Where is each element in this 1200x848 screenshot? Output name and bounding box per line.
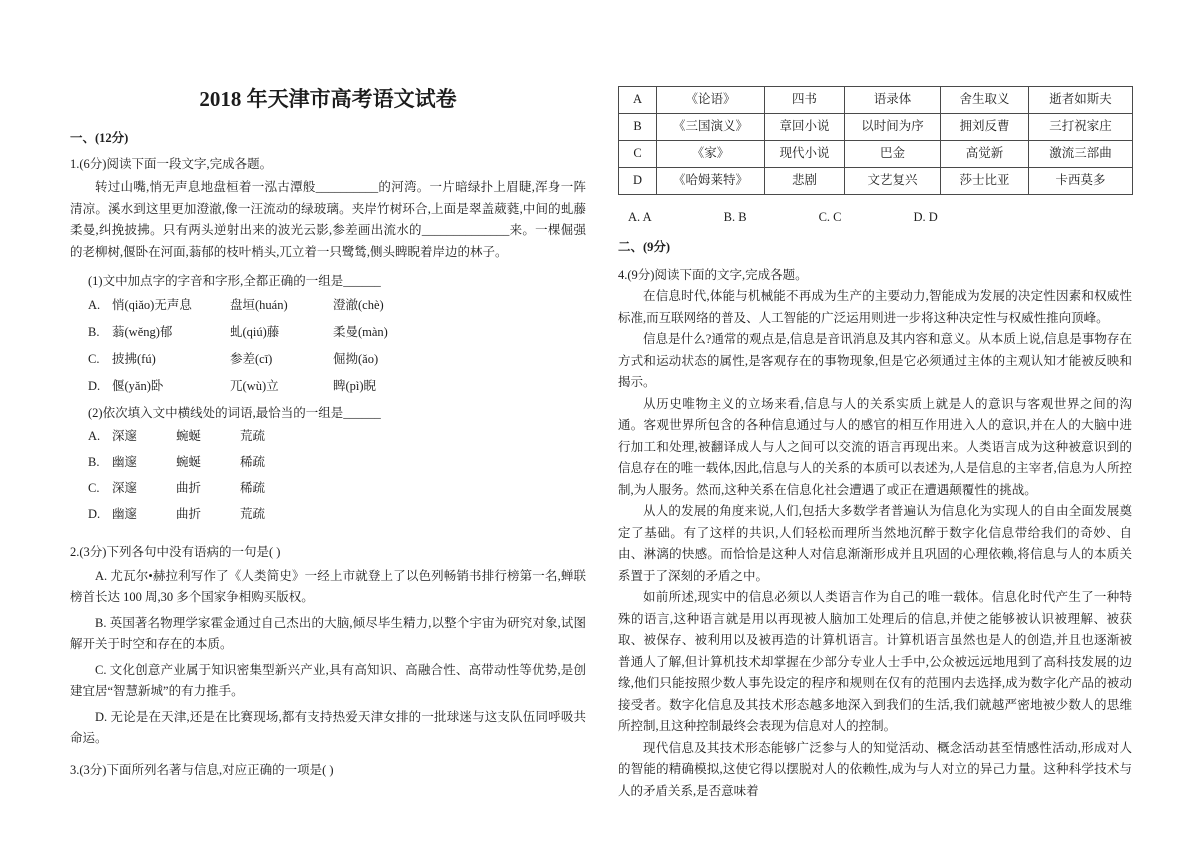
table-cell: 语录体 <box>845 87 941 114</box>
q1-sub1 <box>70 271 586 401</box>
table-cell: 舍生取义 <box>941 87 1029 114</box>
q2-option-a: A. 尤瓦尔•赫拉利写作了《人类简史》一经上市就登上了以色列畅销书排行榜第一名,蝉联榜首长达 100 周,30 多个国家争相购买版权。 <box>70 568 586 604</box>
left-column <box>70 86 586 783</box>
q1-sub2-option-c <box>70 476 586 502</box>
q2-option-c: C. 文化创意产业属于知识密集型新兴产业,具有高知识、高融合性、高带动性等优势,是创建宜居“智慧新城”的有力推手。 <box>70 662 586 698</box>
option-item: 蜿蜒 <box>176 429 202 444</box>
option-item: 曲折 <box>176 507 202 522</box>
option-item: 深邃 <box>112 481 138 496</box>
option-item: 柔曼(màn) <box>333 325 388 340</box>
table-cell: 逝者如斯夫 <box>1029 87 1133 114</box>
right-column <box>618 86 1132 802</box>
table-cell: 《三国演义》 <box>657 114 765 141</box>
option-item: 披拂(fú) <box>112 352 156 367</box>
option-label: A. <box>88 429 101 444</box>
section-2-heading: 二、(9分) <box>618 240 671 254</box>
table-cell: 高觉新 <box>941 141 1029 168</box>
option-label: A. <box>88 298 101 313</box>
table-cell: 三打祝家庄 <box>1029 114 1133 141</box>
option-label: C. <box>88 352 100 367</box>
option-label: B. <box>88 325 100 340</box>
option-label: D. <box>88 379 101 394</box>
section-1-heading: 一、(12分) <box>70 131 129 145</box>
option-label: B. <box>88 455 100 470</box>
option-item: 睥(pì)睨 <box>333 379 377 394</box>
q1-sub1-stem: (1)文中加点字的字音和字形,全都正确的一组是______ <box>88 274 381 288</box>
table-cell: 拥刘反曹 <box>941 114 1029 141</box>
option-item: 悄(qiǎo)无声息 <box>112 298 192 313</box>
q4-paragraph-6: 现代信息及其技术形态能够广泛参与人的知觉活动、概念活动甚至情感性活动,形成对人的智能的精确模拟,这使它得以摆脱对人的依赖性,成为与人对立的异己力量。这种科学技术与人的矛盾关系,是否意味着 <box>618 740 1132 798</box>
table-cell: 《家》 <box>657 141 765 168</box>
table-cell: B <box>619 114 657 141</box>
q1-sub2-option-b <box>70 450 586 476</box>
option-item: 幽邃 <box>112 455 138 470</box>
table-row <box>619 114 1133 141</box>
option-item: 蜿蜒 <box>176 455 202 470</box>
table-cell: C <box>619 141 657 168</box>
table-cell: 《哈姆莱特》 <box>657 168 765 195</box>
q1-sub2-stem: (2)依次填入文中横线处的词语,最恰当的一组是______ <box>88 405 381 420</box>
q3-choice-d: D. D <box>913 210 938 224</box>
table-cell: 四书 <box>765 87 845 114</box>
q3-stem: 3.(3分)下面所列名著与信息,对应正确的一项是( ) <box>70 762 334 777</box>
option-label: D. <box>88 507 101 522</box>
table-row <box>619 141 1133 168</box>
option-item: 幽邃 <box>112 507 138 522</box>
q1-sub1-option-d <box>70 374 586 401</box>
option-item: 蓊(wěng)郁 <box>112 325 173 340</box>
table-cell: 以时间为序 <box>845 114 941 141</box>
table-cell: 激流三部曲 <box>1029 141 1133 168</box>
option-item: 稀疏 <box>240 481 266 496</box>
q3-choice-a: A. A <box>628 210 652 224</box>
q3-choice-b: B. B <box>723 210 747 224</box>
q2-stem: 2.(3分)下列各句中没有语病的一句是( ) <box>70 545 281 559</box>
option-item: 参差(cī) <box>230 352 273 367</box>
table-cell: 卡西莫多 <box>1029 168 1133 195</box>
q1-sub1-option-a <box>70 293 586 320</box>
option-item: 虬(qiú)藤 <box>230 325 280 340</box>
q2-option-d: D. 无论是在天津,还是在比赛现场,都有支持热爱天津女排的一批球迷与这支队伍同呼吸共命运。 <box>70 709 586 745</box>
q4-paragraph-4: 从人的发展的角度来说,人们,包括大多数学者普遍认为信息化为实现人的自由全面发展奠定了基础。有了这样的共识,人们轻松而理所当然地沉醉于数字化信息带给我们的奇妙、自由、淋漓的快感。而恰恰是这种人对信息渐渐形成并且巩固的心理依赖,将信息与人的本质关系置于了深刻的矛盾之中。 <box>618 504 1132 583</box>
table-row <box>619 168 1133 195</box>
option-label: C. <box>88 481 100 496</box>
option-item: 澄澈(chè) <box>333 298 384 313</box>
table-cell: 文艺复兴 <box>845 168 941 195</box>
table-cell: 现代小说 <box>765 141 845 168</box>
option-item: 深邃 <box>112 429 138 444</box>
table-cell: A <box>619 87 657 114</box>
table-cell: 巴金 <box>845 141 941 168</box>
table-row <box>619 87 1133 114</box>
q1-passage: 转过山嘴,悄无声息地盘桓着一泓古潭般__________的河湾。一片暗绿扑上眉睫,浑身一阵清凉。溪水到这里更加澄澈,像一汪流动的绿玻璃。夹岸竹树环合,上面是翠盖葳蕤,中间的虬藤柔曼,纠挽披拂。只有两头逆射出来的波光云影,参差画出流水的______________来。一棵倔强的老柳树,偃卧在河面,蓊郁的枝叶梢头,兀立着一只鹭鸶,侧头睥睨着岸边的林子。 <box>70 180 586 259</box>
table-cell: 莎士比亚 <box>941 168 1029 195</box>
option-item: 盘垣(huán) <box>230 298 288 313</box>
q3-choice-c: C. C <box>818 210 842 224</box>
q4-stem: 4.(9分)阅读下面的文字,完成各题。 <box>618 267 808 282</box>
table-cell: D <box>619 168 657 195</box>
option-item: 曲折 <box>176 481 202 496</box>
q4-paragraph-3: 从历史唯物主义的立场来看,信息与人的关系实质上就是人的意识与客观世界之间的沟通。客观世界所包含的各种信息通过与人的感官的相互作用进入人的意识,并在人的大脑中进行加工和处理,被翻译成人与人之间可以交流的语言再现出来。人类语言成为这种被意识到的信息存在的唯一载体,因此,信息与人的关系的本质可以表述为,人是信息的主宰者,信息为人所控制,为人服务。然而,这种关系在信息化社会遭遇了或正在遭遇颠覆性的挑战。 <box>618 396 1132 497</box>
option-item: 兀(wù)立 <box>230 379 279 394</box>
q1-sub2-option-d <box>70 502 586 528</box>
option-item: 稀疏 <box>240 455 266 470</box>
option-item: 荒疏 <box>240 507 266 522</box>
option-item: 偃(yǎn)卧 <box>112 379 164 394</box>
q4-paragraph-1: 在信息时代,体能与机械能不再成为生产的主要动力,智能成为发展的决定性因素和权威性标准,而互联网络的普及、人工智能的广泛运用则进一步将这种决定性与权威性推向顶峰。 <box>618 289 1132 325</box>
option-item: 荒疏 <box>240 429 266 444</box>
q4-paragraph-2: 信息是什么?通常的观点是,信息是音讯消息及其内容和意义。从本质上说,信息是事物存在方式和运动状态的属性,是客观存在的事物现象,但是它必须通过主体的主观认知才能被反映和揭示。 <box>618 332 1132 389</box>
question-3 <box>70 760 586 782</box>
page-title: 2018 年天津市高考语文试卷 <box>199 87 457 111</box>
q2-option-b: B. 英国著名物理学家霍金通过自己杰出的大脑,倾尽毕生精力,以整个宇宙为研究对象,试图解开关于时空和存在的本质。 <box>70 615 586 651</box>
q1-sub1-option-c <box>70 347 586 374</box>
table-cell: 悲剧 <box>765 168 845 195</box>
q4-paragraph-5: 如前所述,现实中的信息必须以人类语言作为自己的唯一载体。信息化时代产生了一种特殊的语言,这种语言就是用以再现被人脑加工处理后的信息,并使之能够被认识被理解、被获取、被保存、被利用以及被再造的计算机语言。计算机语言虽然也是人的创造,并且也逐渐被普通人了解,但计算机技术却掌握在少部分专业人士手中,公众被远远地甩到了高科技发展的边缘,他们只能按照少数人事先设定的程序和规则在仅有的范围内去选择,成为数字化产品的被动接受者。数字化信息及其技术形态越多地深入到我们的生活,我们就越严密地被少数人的思维所控制,且这种控制最终会表现为信息对人的控制。 <box>618 590 1132 733</box>
table-cell: 章回小说 <box>765 114 845 141</box>
q1-sub2 <box>70 403 586 529</box>
option-item: 倔拗(ǎo) <box>333 352 379 367</box>
q1-stem: 1.(6分)阅读下面一段文字,完成各题。 <box>70 156 273 171</box>
q1-sub1-option-b <box>70 320 586 347</box>
q3-literature-table <box>618 86 1133 195</box>
q1-sub2-option-a <box>70 424 586 450</box>
table-cell: 《论语》 <box>657 87 765 114</box>
question-2 <box>70 542 586 750</box>
q3-answer-choices <box>618 207 1132 227</box>
